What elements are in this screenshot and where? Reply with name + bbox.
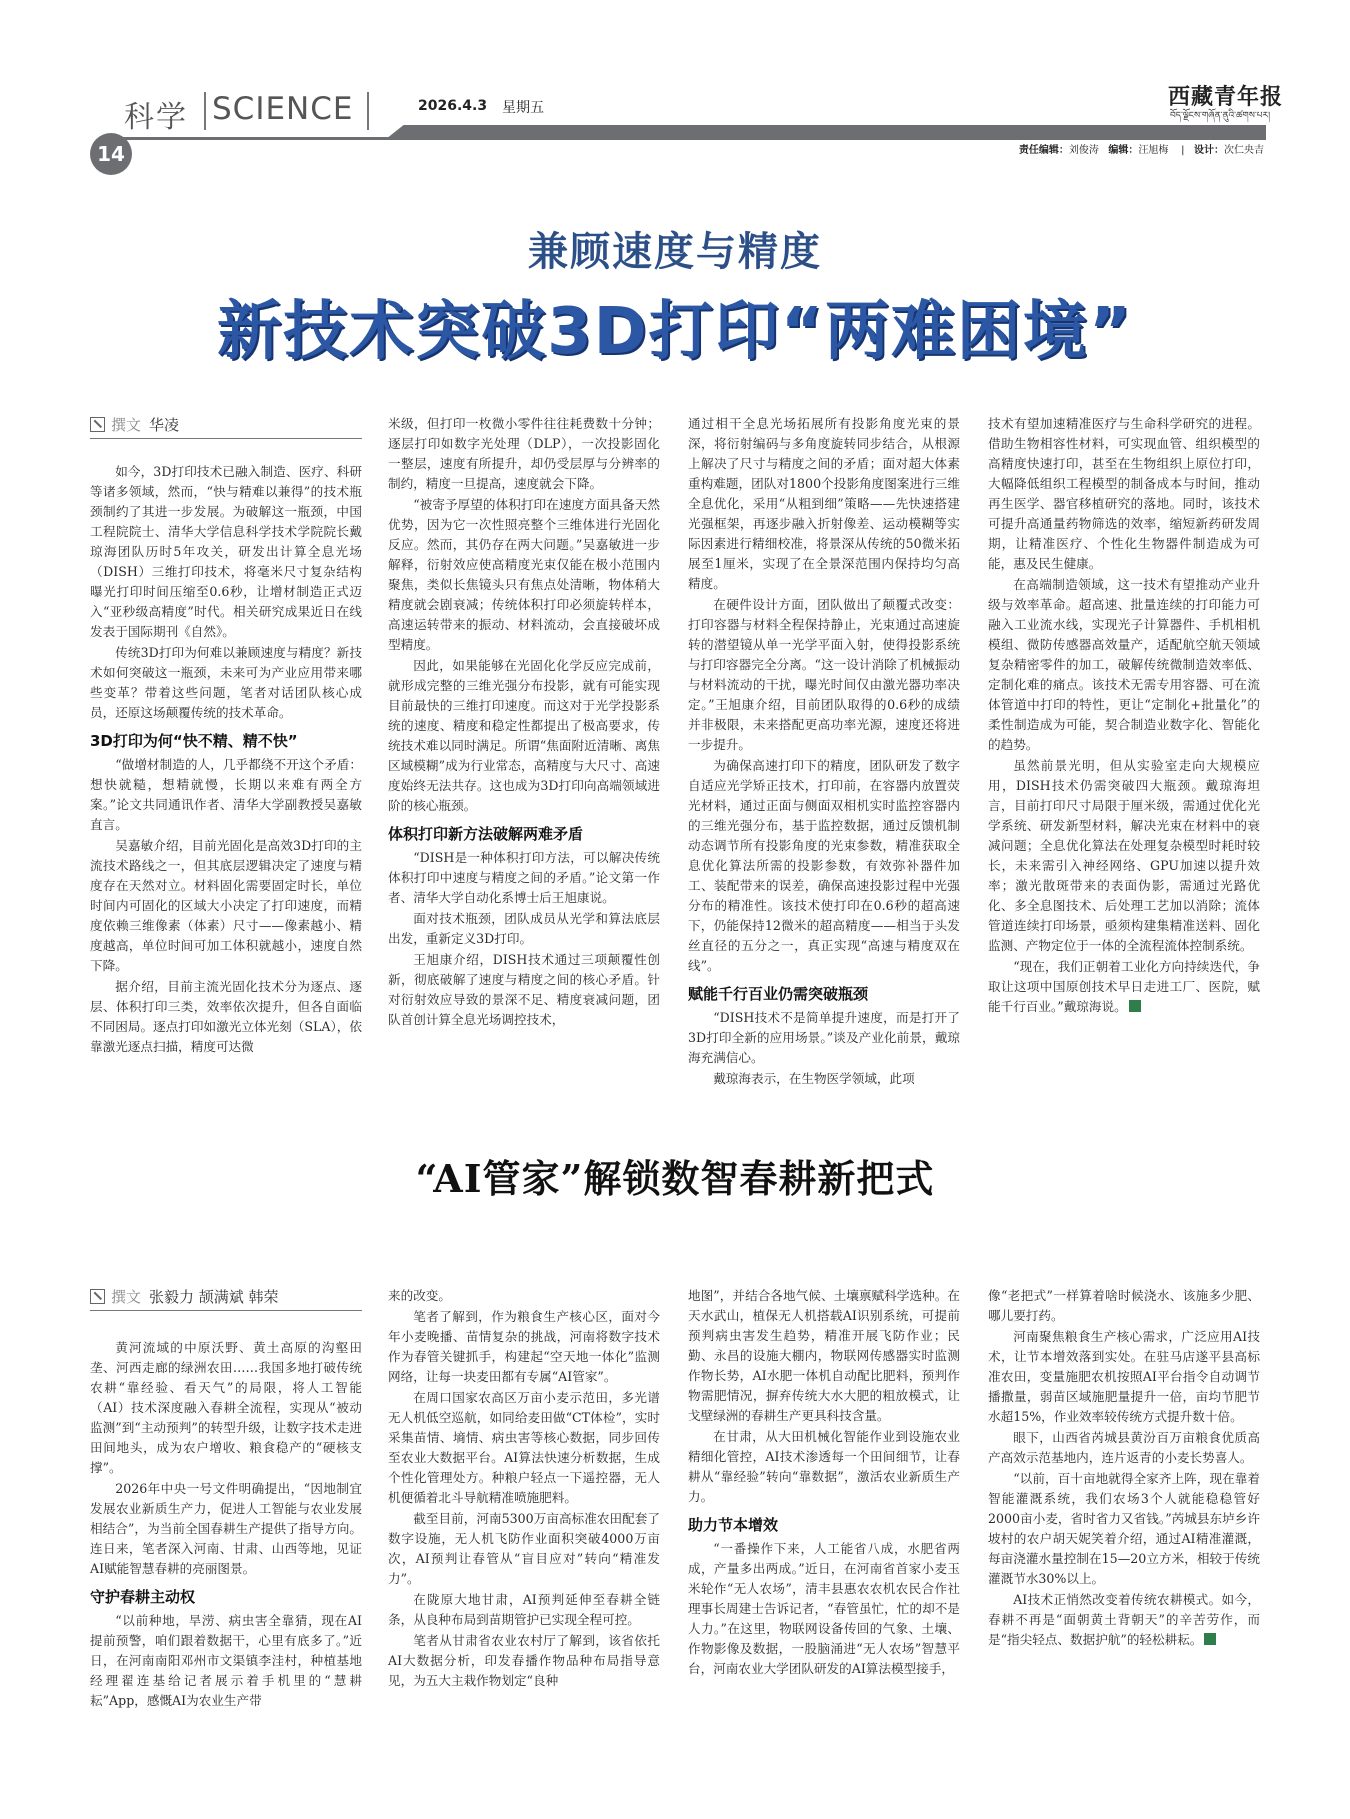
credit-label: 设计： bbox=[1194, 145, 1224, 156]
article2-title: “AI管家”解锁数智春耕新把式 bbox=[415, 1156, 935, 1201]
subheading: 体积打印新方法破解两难矛盾 bbox=[388, 825, 584, 843]
article2-column-1 bbox=[90, 1338, 362, 1792]
subheading: 助力节本增效 bbox=[688, 1516, 779, 1534]
paragraph: “做增材制造的人，几乎都绕不开这个矛盾：想快就糙，想精就慢，长期以来难有两全方案。”论文共同通讯作者、清华大学副教授吴嘉敏直言。 bbox=[90, 757, 362, 832]
paragraph: “一番操作下来，人工能省八成，水肥省两成，产量多出两成。”近日，在河南省首家小麦玉米轮作“无人农场”，清丰县惠农农机农民合作社理事长周建士告诉记者，“春管虽忙，忙的却不是人力。”在这里，物联网设备传回的气象、土壤、作物影像及数据，一股脑涌进“无人农场”智慧平台，河南农业大学团队研发的AI算法模型接手， bbox=[688, 1541, 960, 1676]
paragraph: 戴琼海表示，在生物医学领域，此项 bbox=[713, 1071, 915, 1086]
page-number-badge: 14 bbox=[90, 133, 132, 175]
subheading: 赋能千行百业仍需突破瓶颈 bbox=[688, 985, 869, 1003]
masthead bbox=[0, 0, 1350, 170]
article-end-icon bbox=[1204, 1633, 1216, 1645]
paragraph: 黄河流域的中原沃野、黄土高原的沟壑田垄、河西走廊的绿洲农田……我国多地打破传统农耕“靠经验、看天气”的局限，将人工智能（AI）技术深度融入春耕全流程，实现从“被动监测”到“主动预判”的转型升级，让数字技术走进田间地头，成为农户增收、粮食稳产的“硬核支撑”。 bbox=[90, 1340, 362, 1475]
article-end-icon bbox=[1129, 1000, 1141, 1012]
paragraph: 在硬件设计方面，团队做出了颠覆式改变：打印容器与材料全程保持静止，光束通过高速旋转的潜望镜从单一光学平面入射，使得投影系统与打印容器完全分离。“这一设计消除了机械振动与材料流动的干扰，曝光时间仅由激光器功率决定。”王旭康介绍，目前团队取得的0.6秒的成绩并非极限，未来搭配更高功率光源，速度还将进一步提升。 bbox=[688, 597, 960, 752]
credit-label: 责任编辑： bbox=[1018, 145, 1069, 156]
issue-date: 2026.4.3 bbox=[418, 98, 488, 114]
paragraph: 截至目前，河南5300万亩高标准农田配套了数字设施，无人机飞防作业面积突破4000万亩次，AI预判让春管从“盲目应对”转向“精准发力”。 bbox=[388, 1511, 660, 1586]
newspaper-logo: 西藏青年报 bbox=[1168, 84, 1284, 110]
paragraph: “现在，我们正朝着工业化方向持续迭代，争取让这项中国原创技术早日走进工厂、医院，赋能千行百业。”戴琼海说。 bbox=[988, 959, 1260, 1014]
issue-weekday: 星期五 bbox=[502, 100, 544, 116]
section-title-en: SCIENCE bbox=[212, 91, 354, 127]
byline-author: 华凌 bbox=[149, 416, 180, 434]
paragraph: 来的改变。 bbox=[388, 1288, 451, 1303]
editor-credits: 责任编辑：刘俊涛 编辑：汪旭梅 | 设计：次仁央吉 bbox=[1018, 145, 1264, 156]
paragraph: 因此，如果能够在光固化化学反应完成前，就形成完整的三维光强分布投影，就有可能实现目前最快的三维打印速度。而这对于光学投影系统的速度、精度和稳定性都提出了极高要求，传统技术难以同时满足。所谓“焦面附近清晰、离焦区域模糊”成为行业常态，高精度与大尺寸、高速度始终无法共存。这也成为3D打印向高端领域进阶的核心瓶颈。 bbox=[388, 658, 660, 813]
paragraph: 地图”，并结合各地气候、土壤禀赋科学选种。在天水武山，植保无人机搭载AI识别系统，可提前预判病虫害发生趋势，精准开展飞防作业；民勤、永昌的设施大棚内，物联网传感器实时监测作物长势，AI水肥一体机自动配比肥料，预判作物需肥情况，摒弃传统大水大肥的粗放模式，让戈壁绿洲的春耕生产更具科技含量。 bbox=[688, 1288, 960, 1423]
paragraph: 吴嘉敏介绍，目前光固化是高效3D打印的主流技术路线之一，但其底层逻辑决定了速度与精度存在天然对立。材料固化需要固定时长，单位时间内可固化的区域大小决定了打印速度，而精度依赖三维像素（体素）尺寸——像素越小、精度越高，单位时间可加工体积就越小，速度自然下降。 bbox=[90, 838, 362, 973]
pen-icon bbox=[90, 417, 105, 432]
paragraph: 通过相干全息光场拓展所有投影角度光束的景深，将衍射编码与多角度旋转同步结合，从根源上解决了尺寸与精度之间的矛盾；面对超大体素重构难题，团队对1800个投影角度图案进行三维全息优化，采用“从粗到细”策略——先快速搭建光强框架，再逐步融入折射像差、运动模糊等实际因素进行精细校准，将景深从传统的50微米拓展至1厘米，实现了在全景深范围内保持均匀高精度。 bbox=[688, 416, 960, 591]
credit-value: 次仁央吉 bbox=[1224, 145, 1264, 156]
section-divider bbox=[367, 92, 369, 130]
paragraph: 2026年中央一号文件明确提出，“因地制宜发展农业新质生产力，促进人工智能与农业发展相结合”，为当前全国春耕生产提供了指导方向。连日来，笔者深入河南、甘肃、山西等地，见证AI赋能智慧春耕的亮丽图景。 bbox=[90, 1481, 362, 1576]
paragraph: AI技术正悄然改变着传统农耕模式。如今，春耕不再是“面朝黄土背朝天”的辛苦劳作，而是“指尖轻点、数据护航”的轻松耕耘。 bbox=[988, 1592, 1260, 1647]
article2-column-4 bbox=[988, 1286, 1260, 1792]
article1-column-2 bbox=[388, 414, 660, 1118]
paragraph: 像“老把式”一样算着啥时候浇水、该施多少肥、哪儿要打药。 bbox=[988, 1288, 1260, 1323]
paragraph: 在陇原大地甘肃，AI预判延伸至春耕全链条，从良种布局到苗期管护已实现全程可控。 bbox=[388, 1592, 660, 1627]
paragraph: 眼下，山西省芮城县黄汾百万亩粮食优质高产高效示范基地内，连片返青的小麦长势喜人。 bbox=[988, 1430, 1260, 1465]
credit-label: 编辑： bbox=[1108, 145, 1139, 156]
paragraph: 在高端制造领域，这一技术有望推动产业升级与效率革命。超高速、批量连续的打印能力可融入工业流水线，实现光子计算器件、手机相机模组、微防传感器高效量产，适配航空航天领域复杂精密零件的加工，破解传统微制造效率低、定制化难的痛点。该技术无需专用容器、可在流体管道中打印的特性，更让“定制化+批量化”的柔性制造成为可能，契合制造业数字化、智能化的趋势。 bbox=[988, 577, 1260, 752]
article2-column-2 bbox=[388, 1286, 660, 1792]
paragraph: 笔者从甘肃省农业农村厅了解到，该省依托AI大数据分析，印发春播作物品种布局指导意见，为五大主栽作物划定“良种 bbox=[388, 1633, 660, 1688]
subheading: 守护春耕主动权 bbox=[90, 1588, 196, 1606]
byline-rule bbox=[90, 438, 362, 439]
paragraph: 米级，但打印一枚微小零件往往耗费数十分钟；逐层打印如数字光处理（DLP），一次投影固化一整层，速度有所提升，却仍受层厚与分辨率的制约，精度一旦提高，速度就会下降。 bbox=[388, 416, 660, 491]
byline-label: 撰文 bbox=[111, 416, 142, 434]
section-divider bbox=[204, 92, 206, 130]
paragraph: “被寄予厚望的体积打印在速度方面具备天然优势，因为它一次性照亮整个三维体进行光固化反应。然而，其仍存在两大问题。”吴嘉敏进一步解释，衍射效应使高精度光束仅能在极小范围内聚焦，类似长焦镜头只有焦点处清晰，物体稍大精度就会剧衰减；传统体积打印必须旋转样本，高速运转带来的振动、材料流动，会直接破坏成型精度。 bbox=[388, 497, 660, 652]
article2-column-3 bbox=[688, 1286, 960, 1792]
paragraph: 王旭康介绍，DISH技术通过三项颠覆性创新，彻底破解了速度与精度之间的核心矛盾。针对衍射效应导致的景深不足、精度衰减问题，团队首创计算全息光场调控技术， bbox=[388, 952, 660, 1027]
paragraph: 河南聚焦粮食生产核心需求，广泛应用AI技术，让节本增效落到实处。在驻马店遂平县高标准农田，变量施肥农机按照AI平台指令自动调节播撒量，弱苗区域施肥量提升一倍，亩均节肥节水超15%，作业效率较传统方式提升数十倍。 bbox=[988, 1329, 1260, 1424]
paragraph: 面对技术瓶颈，团队成员从光学和算法底层出发，重新定义3D打印。 bbox=[388, 911, 660, 946]
article1-kicker: 兼顾速度与精度 bbox=[528, 228, 822, 275]
credit-value: 刘俊涛 bbox=[1068, 145, 1099, 156]
article1-column-3 bbox=[688, 414, 960, 1118]
byline-label: 撰文 bbox=[111, 1288, 142, 1306]
paragraph: 在甘肃，从大田机械化智能作业到设施农业精细化管控，AI技术渗透每一个田间细节，让春耕从“靠经验”转向“靠数据”，激活农业新质生产力。 bbox=[688, 1429, 960, 1504]
header-rule bbox=[120, 137, 1266, 140]
article1-column-1 bbox=[90, 462, 362, 1118]
article2-byline bbox=[90, 1286, 279, 1307]
byline-rule bbox=[90, 1310, 362, 1311]
section-title-cn: 科学 bbox=[124, 100, 188, 135]
paragraph: “DISH技术不是简单提升速度，而是打开了3D打印全新的应用场景。”谈及产业化前景，戴琼海充满信心。 bbox=[688, 1010, 960, 1065]
article1-column-4 bbox=[988, 414, 1260, 1118]
article1-title: 新技术突破3D打印“两难困境” bbox=[217, 295, 1133, 369]
paragraph: 据介绍，目前主流光固化技术分为逐点、逐层、体积打印三类，效率依次提升，但各自面临不同困局。逐点打印如激光立体光刻（SLA），依靠激光逐点扫描，精度可达微 bbox=[90, 979, 362, 1054]
paragraph: 为确保高速打印下的精度，团队研发了数字自适应光学矫正技术，打印前，在容器内放置荧光材料，通过正面与侧面双相机实时监控容器内的三维光强分布，基于监控数据，通过反馈机制动态调节所有投影角度的光束参数，精准获取全息优化算法所需的投影参数，有效弥补器件加工、装配带来的误差，确保高速投影过程中光强分布的精准性。该技术使打印在0.6秒的超高速下，仍能保持12微米的超高精度——相当于头发丝直径的五分之一，真正实现“高速与精度双在线”。 bbox=[688, 758, 960, 973]
paragraph: “以前种地，旱涝、病虫害全靠猜，现在AI提前预警，咱们跟着数据干，心里有底多了。”近日，在河南南阳邓州市文渠镇李洼村，种植基地经理翟连基给记者展示着手机里的“慧耕耘”App，感慨AI为农业生产带 bbox=[90, 1613, 362, 1708]
pen-icon bbox=[90, 1289, 105, 1304]
paragraph: 技术有望加速精准医疗与生命科学研究的进程。借助生物相容性材料，可实现血管、组织模型的高精度快速打印，甚至在生物组织上原位打印，大幅降低组织工程模型的制备成本与时间，推动再生医学、器官移植研究的落地。同时，该技术可提升高通量药物筛选的效率，缩短新药研发周期，让精准医疗、个性化生物器件制造成为可能，惠及民生健康。 bbox=[988, 416, 1260, 571]
paragraph: “DISH是一种体积打印方法，可以解决传统体积打印中速度与精度之间的矛盾。”论文第一作者、清华大学自动化系博士后王旭康说。 bbox=[388, 850, 660, 905]
paragraph: 虽然前景光明，但从实验室走向大规模应用，DISH技术仍需突破四大瓶颈。戴琼海坦言，目前打印尺寸局限于厘米级，需通过优化光学系统、研发新型材料，解决光束在材料中的衰减问题；全息优化算法在处理复杂模型时耗时较长，未来需引入神经网络、GPU加速以提升效率；激光散斑带来的表面伪影，需通过光路优化、多全息图技术、后处理工艺加以消除；流体管道连续打印场景，亟须构建集精准送料、固化监测、产物定位于一体的全流程流体控制系统。 bbox=[988, 758, 1260, 953]
paragraph: 传统3D打印为何难以兼顾速度与精度？新技术如何突破这一瓶颈，未来可为产业应用带来哪些变革？带着这些问题，笔者对话团队核心成员，还原这场颠覆传统的技术革命。 bbox=[90, 645, 362, 720]
paragraph: “以前，百十亩地就得全家齐上阵，现在靠着智能灌溉系统，我们农场3个人就能稳稳管好2000亩小麦，省时省力又省钱。”芮城县东垆乡许坡村的农户胡天妮笑着介绍，通过AI精准灌溉，每亩浇灌水量控制在15—20立方米，相较于传统灌溉节水30%以上。 bbox=[988, 1471, 1260, 1586]
subheading: 3D打印为何“快不精、精不快” bbox=[90, 732, 298, 750]
byline-author: 张毅力 颉满斌 韩荣 bbox=[149, 1288, 279, 1306]
newspaper-logo-tibetan: བོད་ལྗོངས་གཞོན་ནུའི་ཚགས་པར། bbox=[1170, 111, 1271, 121]
paragraph: 笔者了解到，作为粮食生产核心区，面对今年小麦晚播、苗情复杂的挑战，河南将数字技术作为春管关键抓手，构建起“空天地一体化”监测网络，让每一块麦田都有专属“AI管家”。 bbox=[388, 1309, 660, 1384]
paragraph: 如今，3D打印技术已融入制造、医疗、科研等诸多领域，然而，“快与精难以兼得”的技术瓶颈制约了其进一步发展。为破解这一瓶颈，中国工程院院士、清华大学信息科学技术学院院长戴琼海团队历时5年攻关，研发出计算全息光场（DISH）三维打印技术，将毫米尺寸复杂结构曝光打印时间压缩至0.6秒，让增材制造正式迈入“亚秒级高精度”时代。相关研究成果近日在线发表于国际期刊《自然》。 bbox=[90, 464, 362, 639]
credit-value: 汪旭梅 bbox=[1138, 145, 1169, 156]
paragraph: 在周口国家农高区万亩小麦示范田，多光谱无人机低空巡航，如同给麦田做“CT体检”，实时采集苗情、墒情、病虫害等核心数据，同步回传至农业大数据平台。AI算法快速分析数据，生成个性化管理处方。种粮户轻点一下遥控器，无人机便循着北斗导航精准喷施肥料。 bbox=[388, 1390, 660, 1505]
article1-byline bbox=[90, 414, 179, 435]
